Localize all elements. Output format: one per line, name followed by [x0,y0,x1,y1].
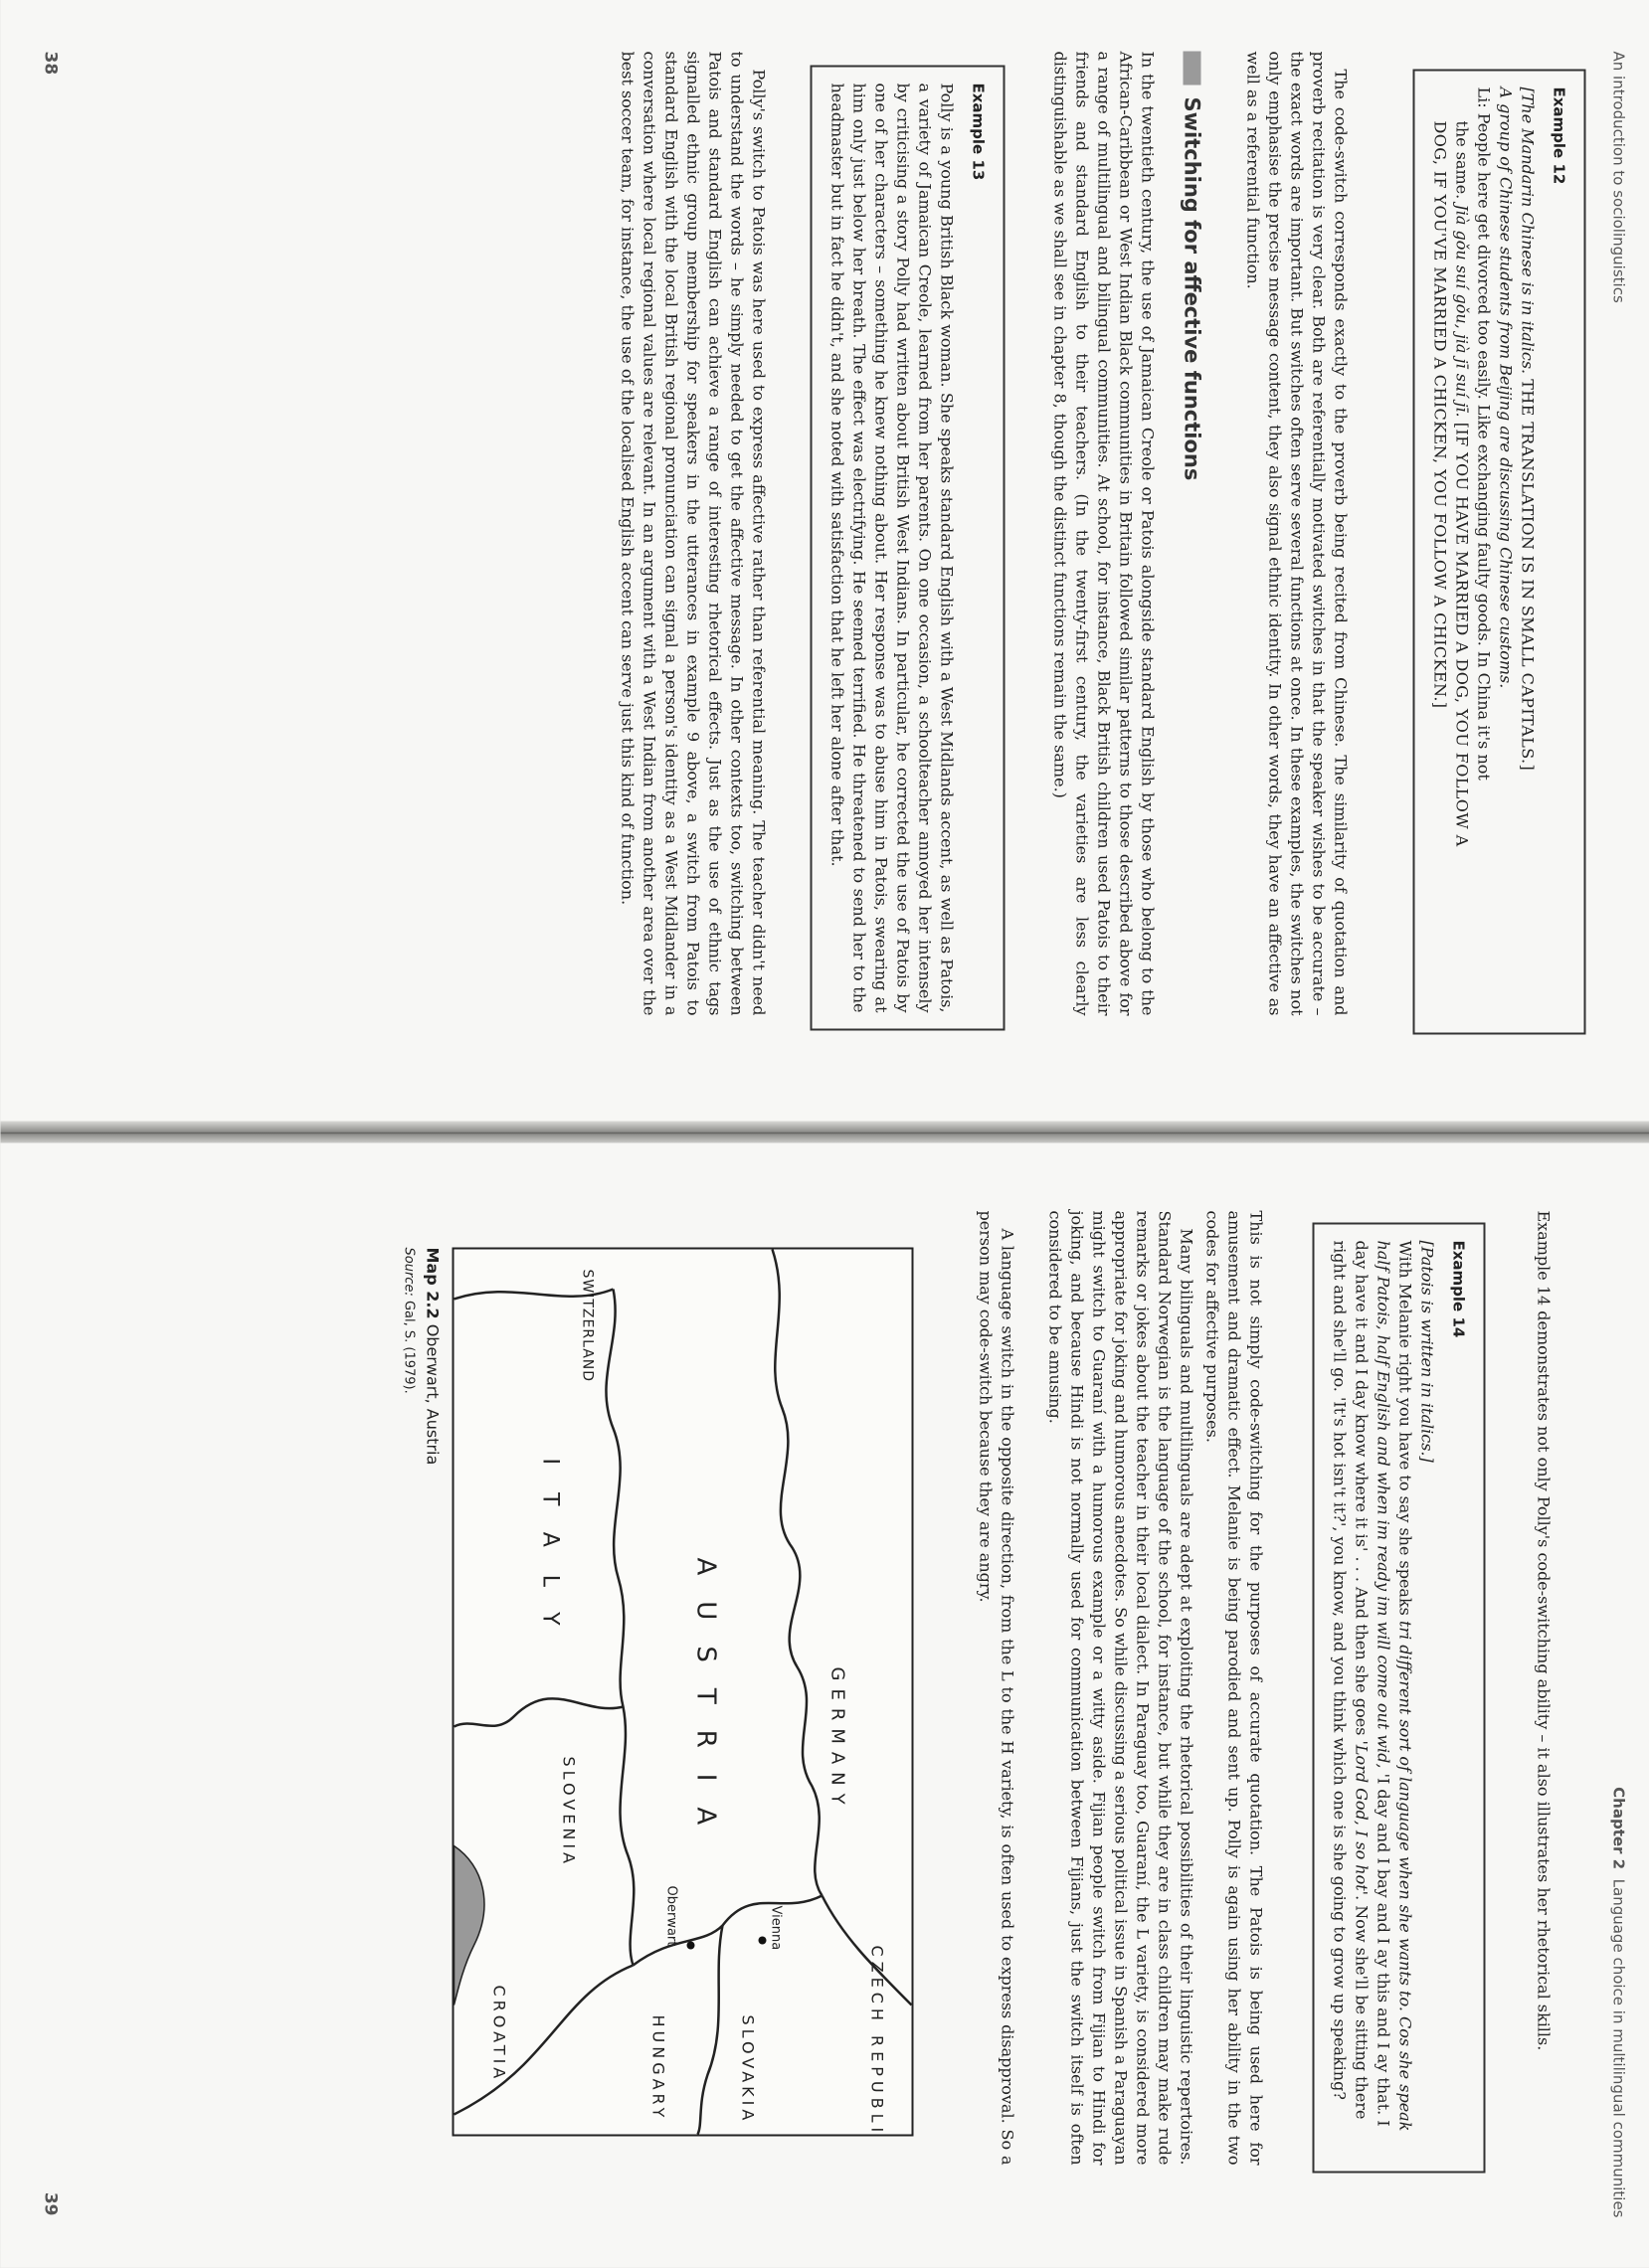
border-croatia-hungary [455,1966,634,2115]
map-source [402,1248,417,1394]
right-paragraph-2 [1044,1211,1197,2166]
label-vienna: Vienna [768,1905,784,1951]
oberwart-dot [687,1942,695,1950]
map-source-text: Gal, S. (1979). [401,1300,417,1394]
right-paragraph-3 [975,1211,1018,2166]
example-12-line-1: People here get divorced too easily. Like exchanging faulty goods. In China it's not [1474,112,1494,781]
example-12-line-2-pre: the same. [1452,120,1472,200]
example-12-note-caps: THE TRANSLATION IS IN SMALL CAPITALS.] [1518,379,1538,772]
running-head-right [1610,1787,1628,2217]
label-hungary: HUNGARY [648,2014,668,2122]
border-germany-austria [773,1250,823,1896]
example-12-utterance [1473,87,1495,1017]
example-12-chinese-proverb: Jià gǒu suí gǒu, jià jī suí jī. [1452,204,1472,418]
example-14-patois-2: Lord God, I so hot [1352,1744,1372,1891]
example-14-part-1: With Melanie right you have to say she speaks [1395,1240,1415,1621]
label-italy: ITALY [537,1458,563,1654]
section-heading [1181,52,1204,481]
left-paragraph-1-text: The code-switch corresponds exactly to the proverb being recited from Chinese. The similarity of quotation and proverb recitation is very clear. Both are referentially motivated switches in that the speaker wishes to be accurate – the exact words are important. But switches often serve several functions at once. In these examples, the switches not only emphasise the precise message content, they also signal ethnic identity. In other words, they have an affective as well as a referential function. [1243,51,1351,1016]
example-12-note [1517,87,1539,1017]
right-intro [1533,1211,1555,2166]
left-paragraph-3-text: Polly's switch to Patois was here used to express affective rather than referential meaning. The teacher didn't need to understand the words – he simply needed to get the affective message. In other contexts too, switching between Patois and standard English can achieve a range of interesting rhetorical effects. Just as the use of ethnic tags signalled ethnic group membership for speakers in the utterances in example 9 above, a switch from Patois to standard English with the local British regional pronunciation can signal a person's identity as a West Midlander in a conversation where local regional values are relevant. In an argument with a West Indian from another area over the best soccer team, for instance, the use of the localised English accent can serve just this kind of function. [618,51,769,1016]
left-paragraph-3 [617,52,770,1016]
right-paragraph-2-text: Many bilinguals and multilinguals are adept at exploiting the rhetorical possibilities of their linguistic repertoires. Standard Norwegian is the language of the school, for instance, but while they are in class children may make rude remarks or jokes about the teacher in their local dialect. In Paraguay too, Guaraní, the L variety, is considered more appropriate for joking and humorous anecdotes. So while discussing a serious political issue in Spanish a Paraguayan might switch to Guaraní with a humorous example or a witty aside. Fijian people switch from Fijian to Hindi for joking, and because Hindi is not normally used for communication between Fijians, just the switch itself is often considered to be amusing. [1045,1210,1196,2166]
label-croatia: CROATIA [489,1985,509,2083]
example-14-note: [Patois is written in italics.] [1417,1240,1437,1463]
border-austria-south [606,1290,634,1966]
left-paragraph-2 [1049,52,1159,1016]
map-canvas [455,1250,912,2135]
right-page [1,1143,1649,2268]
label-germany: GERMANY [826,1666,848,1813]
example-12-note-italic: [The Mandarin Chinese is in italics. [1518,87,1538,375]
right-paragraph-1 [1201,1211,1267,2166]
example-14-part-2: 'I day and I bay and I ay this and I ay that. I day have it and I day know where it is' . . . And then she goes ' [1352,1240,1393,2127]
section-heading-text: Switching for affective functions [1180,96,1204,481]
speaker-li: Li: [1474,87,1494,108]
map-caption-text: Oberwart, Austria [423,1323,443,1466]
section-heading-bar [1184,52,1201,86]
page-number-right: 39 [40,2191,61,2216]
label-austria: AUSTRIA [690,1557,721,1851]
chapter-title: Language choice in multilingual communities [1609,1878,1628,2218]
label-slovenia: SLOVENIA [559,1756,579,1867]
right-intro-text: Example 14 demonstrates not only Polly's code-switching ability – it also illustrates her rhetorical skills. [1534,1210,1554,2051]
example-14-part-3: '. Now she'll be sitting there right and she'll go. 'It's hot isn't it?', you know, and you think which one is she going to grow up speaking? [1330,1240,1372,2120]
example-14-patois-1: tri different sort of language when she wants to. Cos she speak half Patois, half English and when im ready im will come out wid, [1374,1240,1415,2132]
example-13-text: Polly is a young British Black woman. She speaks standard English with a West Midlands accent, as well as Patois, a variety of Jamaican Creole, learned from her parents. On one occasion, a schoolteacher annoyed her intensely by criticising a story Polly had written about British West Indians. In particular, he corrected the use of Patois by one of her characters – something he knew nothing about. Her response was to abuse him in Patois, swearing at him only just below her breath. The effect was electrifying. He seemed terrified. He threatened to send her to the headmaster but in fact he didn't, and she noted with satisfaction that he left her alone after that. [827,83,957,1013]
example-12-title: Example 12 [1550,87,1568,185]
left-page [1,0,1649,1124]
border-slovenia-croatia [455,1698,624,1726]
example-12-translation-a: [IF YOU HAVE MARRIED A DOG, YOU FOLLOW A [1452,422,1472,847]
example-12-translation-b: DOG, IF YOU'VE MARRIED A CHICKEN, YOU FOLLOW A CHICKEN.] [1430,120,1450,709]
label-oberwart: Oberwart [663,1885,679,1947]
vienna-dot [759,1937,767,1945]
label-switzerland: SWITZERLAND [579,1269,596,1383]
page-number-left: 38 [40,51,61,76]
example-12-context: A group of Chinese students from Beijing are discussing Chinese customs. [1496,87,1516,689]
right-paragraph-1-text: This is not simply code-switching for the purposes of accurate quotation. The Patois is being used here for amusement and dramatic effect. Melanie is being parodied and sent up. Polly is again using her ability in the two codes for affective purposes. [1202,1210,1266,2166]
map-source-label: Source: [401,1247,417,1297]
right-paragraph-3-text: A language switch in the opposite direction, from the L to the H variety, is often used to express disapproval. So a person may code-switch because they are angry. [976,1210,1017,2166]
border-czech-slovakia [823,1896,912,2006]
example-14-text [1329,1241,1416,2156]
left-paragraph-1 [1242,52,1352,1016]
example-12-box [1413,70,1586,1035]
map-caption [424,1248,443,1466]
border-austria-east [634,1896,823,1966]
example-12-line-2 [1451,87,1473,1017]
running-head-left: An introduction to sociolinguistics [1609,51,1628,303]
book-spread [1,0,1649,2268]
example-14-title: Example 14 [1449,1240,1468,1338]
map-caption-label: Map 2.2 [423,1247,443,1319]
example-14-box [1313,1223,1486,2174]
book-gutter [1,1122,1649,1145]
map-oberwart [453,1248,914,2137]
border-slovakia-hungary [698,1926,723,2135]
label-czech-republic: CZECH REPUBLIC [867,1945,887,2135]
example-13-box [811,66,1006,1031]
chapter-label: Chapter 2 [1609,1787,1628,1870]
adriatic-sea [455,1846,484,2006]
example-13-title: Example 13 [969,83,988,181]
left-paragraph-2-text: In the twentieth century, the use of Jamaican Creole or Patois alongside standard English by those who belong to the African-Caribbean or West Indian Black communities in Britain followed similar patterns to those described above for a range of multilingual and bilingual communities. At school, for instance, Black British children used Patois to their friends and standard English to their teachers. (In the twenty-first century, the varieties are less clearly distinguishable as we shall see in chapter 8, though the distinct functions remain the same.) [1050,51,1158,1016]
label-slovakia: SLOVAKIA [738,2014,758,2125]
